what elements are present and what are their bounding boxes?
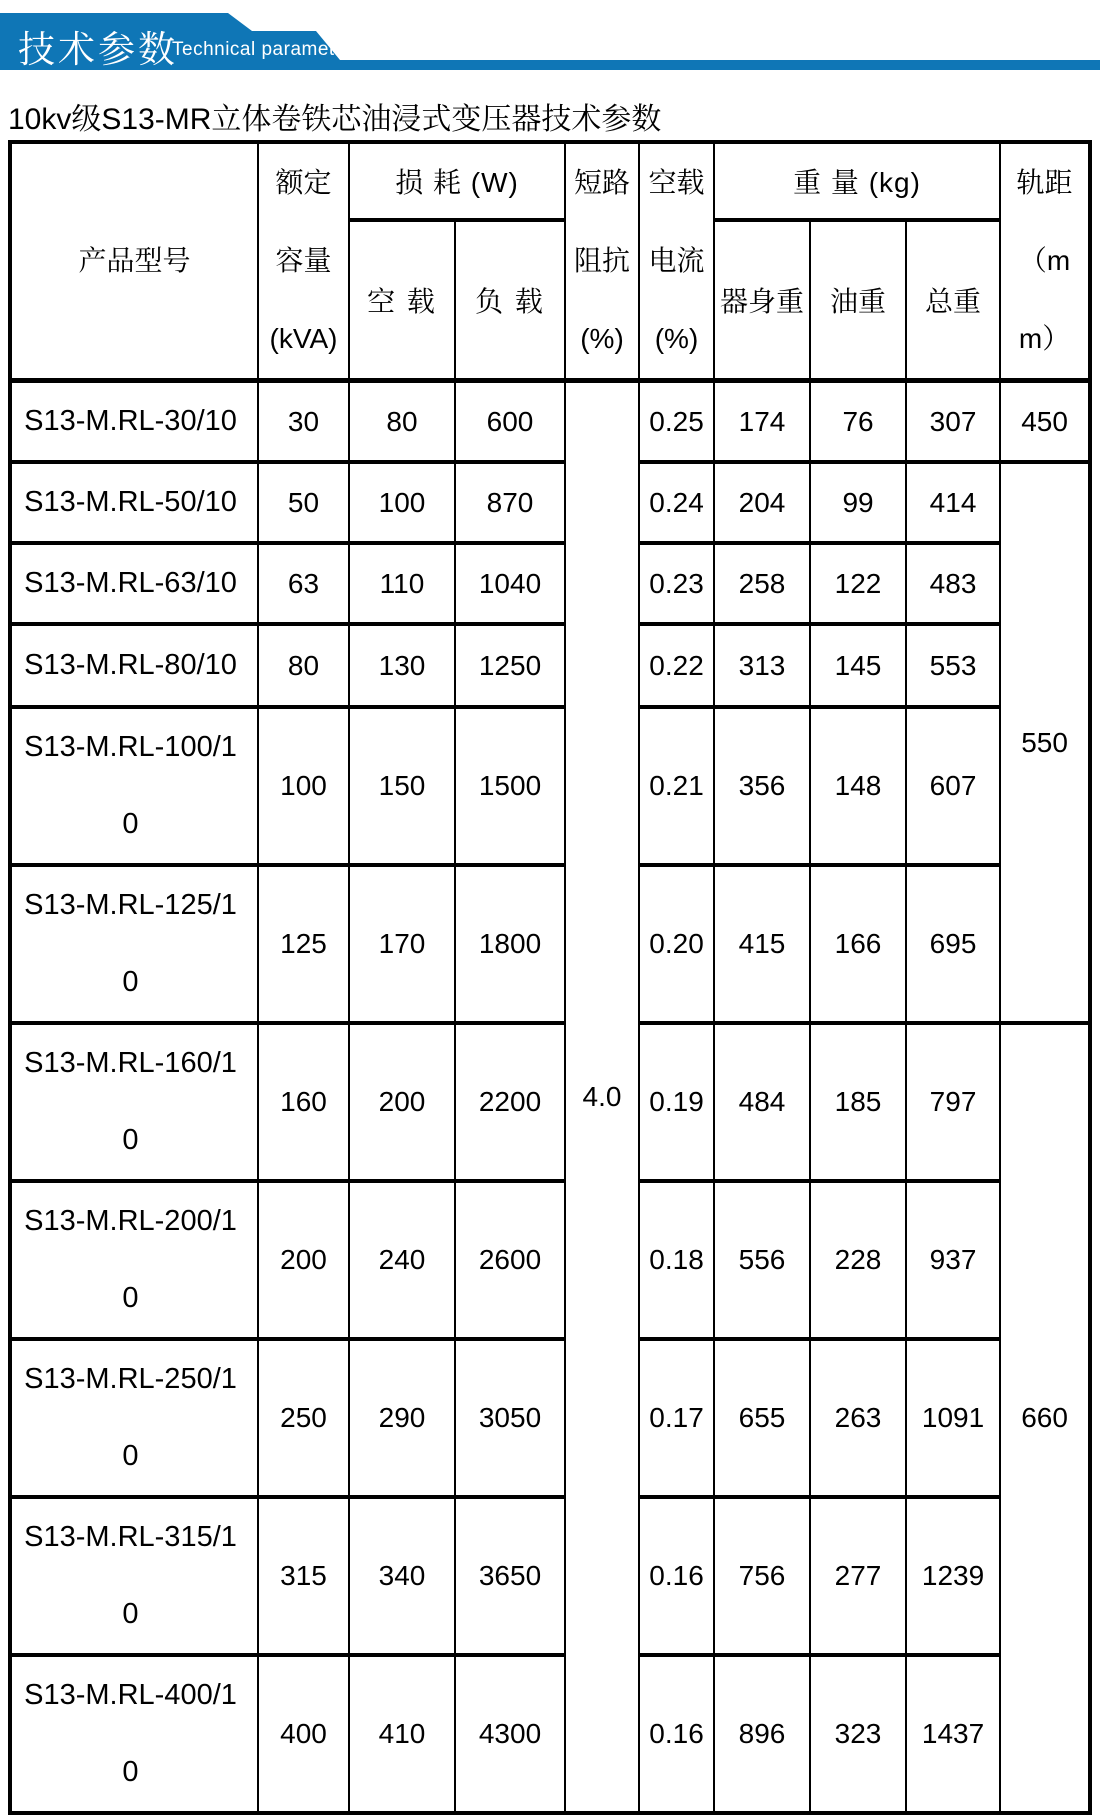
body-weight-cell: 756 xyxy=(714,1497,810,1655)
model-cell: S13-M.RL-160/10 xyxy=(10,1023,258,1181)
no-load-loss-cell: 340 xyxy=(349,1497,455,1655)
table-body xyxy=(10,381,1090,1814)
oil-weight-cell: 99 xyxy=(810,462,906,543)
no-load-loss-cell: 150 xyxy=(349,707,455,865)
header-loss-on-load: 负 载 xyxy=(455,220,565,380)
track-gauge-cell: 450 xyxy=(1000,381,1090,463)
no-load-loss-cell: 110 xyxy=(349,543,455,624)
oil-weight-cell: 76 xyxy=(810,381,906,463)
header-no-load-current: 空载电流(%) xyxy=(639,142,714,381)
total-weight-cell: 483 xyxy=(906,543,1000,624)
track-gauge-cell: 660 xyxy=(1000,1023,1090,1813)
total-weight-cell: 607 xyxy=(906,707,1000,865)
model-cell: S13-M.RL-30/10 xyxy=(10,381,258,463)
model-cell: S13-M.RL-80/10 xyxy=(10,624,258,707)
body-weight-cell: 896 xyxy=(714,1655,810,1813)
oil-weight-cell: 323 xyxy=(810,1655,906,1813)
no-load-current-cell: 0.20 xyxy=(639,865,714,1023)
no-load-current-cell: 0.18 xyxy=(639,1181,714,1339)
table-row xyxy=(10,1497,1090,1655)
model-cell: S13-M.RL-50/10 xyxy=(10,462,258,543)
model-cell: S13-M.RL-100/10 xyxy=(10,707,258,865)
header-rated-capacity: 额定容量(kVA) xyxy=(258,142,349,381)
header-weight-total: 总重 xyxy=(906,220,1000,380)
total-weight-cell: 1091 xyxy=(906,1339,1000,1497)
no-load-current-cell: 0.24 xyxy=(639,462,714,543)
capacity-cell: 63 xyxy=(258,543,349,624)
header-loss-group: 损 耗 (W) xyxy=(349,142,565,220)
model-cell: S13-M.RL-125/10 xyxy=(10,865,258,1023)
track-gauge-cell: 550 xyxy=(1000,462,1090,1023)
model-cell: S13-M.RL-250/10 xyxy=(10,1339,258,1497)
model-cell: S13-M.RL-315/10 xyxy=(10,1497,258,1655)
table-header xyxy=(10,142,1090,381)
model-cell: S13-M.RL-400/10 xyxy=(10,1655,258,1813)
no-load-current-cell: 0.19 xyxy=(639,1023,714,1181)
banner-title-cn: 技术参数 xyxy=(18,29,178,70)
load-loss-cell: 2600 xyxy=(455,1181,565,1339)
no-load-loss-cell: 130 xyxy=(349,624,455,707)
table-row xyxy=(10,1023,1090,1181)
capacity-cell: 50 xyxy=(258,462,349,543)
banner-title-en: Technical parameter xyxy=(172,39,353,60)
oil-weight-cell: 228 xyxy=(810,1181,906,1339)
load-loss-cell: 2200 xyxy=(455,1023,565,1181)
no-load-loss-cell: 240 xyxy=(349,1181,455,1339)
model-cell: S13-M.RL-200/10 xyxy=(10,1181,258,1339)
no-load-current-cell: 0.25 xyxy=(639,381,714,463)
header-weight-body: 器身重 xyxy=(714,220,810,380)
capacity-cell: 400 xyxy=(258,1655,349,1813)
capacity-cell: 160 xyxy=(258,1023,349,1181)
no-load-loss-cell: 290 xyxy=(349,1339,455,1497)
oil-weight-cell: 166 xyxy=(810,865,906,1023)
header-weight-group: 重 量 (kg) xyxy=(714,142,1000,220)
table-row xyxy=(10,624,1090,707)
load-loss-cell: 1500 xyxy=(455,707,565,865)
body-weight-cell: 556 xyxy=(714,1181,810,1339)
body-weight-cell: 356 xyxy=(714,707,810,865)
table-row xyxy=(10,865,1090,1023)
no-load-loss-cell: 200 xyxy=(349,1023,455,1181)
oil-weight-cell: 122 xyxy=(810,543,906,624)
body-weight-cell: 174 xyxy=(714,381,810,463)
no-load-loss-cell: 80 xyxy=(349,381,455,463)
body-weight-cell: 484 xyxy=(714,1023,810,1181)
table-row xyxy=(10,1655,1090,1813)
capacity-cell: 315 xyxy=(258,1497,349,1655)
no-load-loss-cell: 100 xyxy=(349,462,455,543)
table-row xyxy=(10,707,1090,865)
oil-weight-cell: 277 xyxy=(810,1497,906,1655)
total-weight-cell: 1437 xyxy=(906,1655,1000,1813)
header-track-gauge: 轨距（mm） xyxy=(1000,142,1090,381)
capacity-cell: 80 xyxy=(258,624,349,707)
table-row xyxy=(10,1339,1090,1497)
table-row xyxy=(10,543,1090,624)
short-circuit-impedance-cell: 4.0 xyxy=(565,381,639,1814)
capacity-cell: 200 xyxy=(258,1181,349,1339)
capacity-cell: 100 xyxy=(258,707,349,865)
no-load-loss-cell: 410 xyxy=(349,1655,455,1813)
load-loss-cell: 3050 xyxy=(455,1339,565,1497)
no-load-current-cell: 0.22 xyxy=(639,624,714,707)
banner-ribbon xyxy=(0,0,1100,80)
table-row xyxy=(10,381,1090,463)
total-weight-cell: 553 xyxy=(906,624,1000,707)
load-loss-cell: 1250 xyxy=(455,624,565,707)
no-load-current-cell: 0.17 xyxy=(639,1339,714,1497)
total-weight-cell: 937 xyxy=(906,1181,1000,1339)
load-loss-cell: 4300 xyxy=(455,1655,565,1813)
body-weight-cell: 655 xyxy=(714,1339,810,1497)
no-load-current-cell: 0.16 xyxy=(639,1655,714,1813)
table-container xyxy=(8,140,1092,1815)
header-short-circuit-impedance: 短路阻抗(%) xyxy=(565,142,639,381)
oil-weight-cell: 148 xyxy=(810,707,906,865)
load-loss-cell: 600 xyxy=(455,381,565,463)
capacity-cell: 250 xyxy=(258,1339,349,1497)
header-loss-no-load: 空 载 xyxy=(349,220,455,380)
load-loss-cell: 1800 xyxy=(455,865,565,1023)
header-weight-oil: 油重 xyxy=(810,220,906,380)
oil-weight-cell: 263 xyxy=(810,1339,906,1497)
load-loss-cell: 1040 xyxy=(455,543,565,624)
body-weight-cell: 258 xyxy=(714,543,810,624)
table-row xyxy=(10,462,1090,543)
oil-weight-cell: 145 xyxy=(810,624,906,707)
model-cell: S13-M.RL-63/10 xyxy=(10,543,258,624)
total-weight-cell: 1239 xyxy=(906,1497,1000,1655)
table-row xyxy=(10,1181,1090,1339)
total-weight-cell: 695 xyxy=(906,865,1000,1023)
technical-parameters-table xyxy=(8,140,1092,1815)
load-loss-cell: 870 xyxy=(455,462,565,543)
page-title: 10kv级S13-MR立体卷铁芯油浸式变压器技术参数 xyxy=(8,103,662,136)
no-load-current-cell: 0.21 xyxy=(639,707,714,865)
capacity-cell: 30 xyxy=(258,381,349,463)
total-weight-cell: 797 xyxy=(906,1023,1000,1181)
capacity-cell: 125 xyxy=(258,865,349,1023)
load-loss-cell: 3650 xyxy=(455,1497,565,1655)
body-weight-cell: 204 xyxy=(714,462,810,543)
body-weight-cell: 313 xyxy=(714,624,810,707)
total-weight-cell: 414 xyxy=(906,462,1000,543)
no-load-current-cell: 0.16 xyxy=(639,1497,714,1655)
oil-weight-cell: 185 xyxy=(810,1023,906,1181)
body-weight-cell: 415 xyxy=(714,865,810,1023)
header-product-model: 产品型号 xyxy=(10,142,258,381)
no-load-current-cell: 0.23 xyxy=(639,543,714,624)
total-weight-cell: 307 xyxy=(906,381,1000,463)
no-load-loss-cell: 170 xyxy=(349,865,455,1023)
